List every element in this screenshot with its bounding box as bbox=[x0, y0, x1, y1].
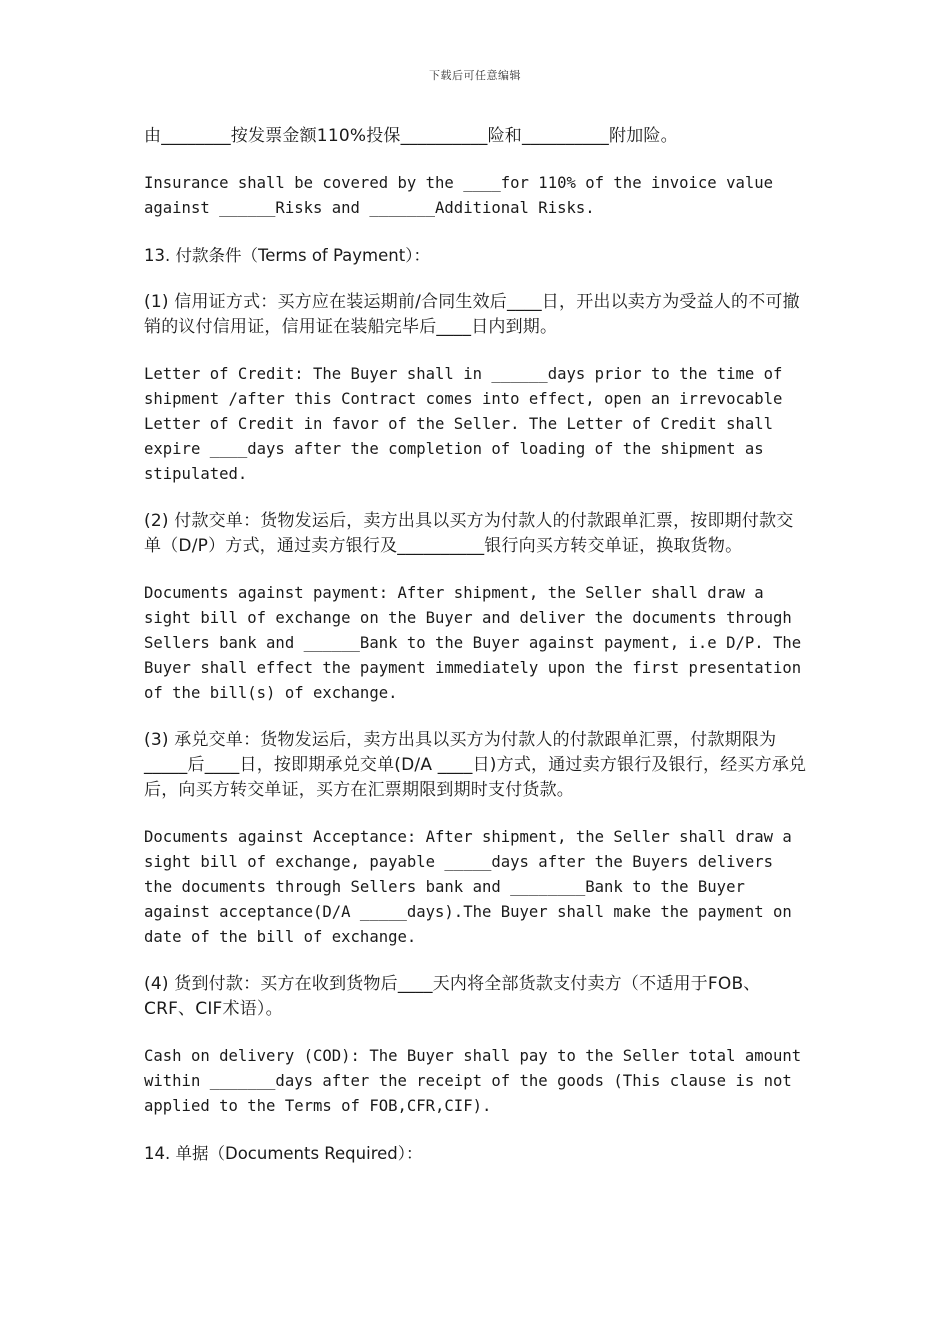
documents-against-payment-zh: (2) 付款交单：货物发运后，卖方出具以买方为付款人的付款跟单汇票，按即期付款交单（D/P）方式，通过卖方银行及__________银行向买方转交单证，换取货物。 bbox=[144, 511, 794, 556]
insurance-clause-zh: 由________按发票金额110%投保__________险和__________附加险。 bbox=[144, 126, 678, 146]
letter-of-credit-zh: (1) 信用证方式：买方应在装运期前/合同生效后____日，开出以卖方为受益人的不可撤销的议付信用证，信用证在装船完毕后____日内到期。 bbox=[144, 292, 800, 337]
documents-against-acceptance-zh: (3) 承兑交单：货物发运后，卖方出具以买方为付款人的付款跟单汇票，付款期限为_____后____日，按即期承兑交单(D/A ____日)方式，通过卖方银行及银行，经买方承兑后，向买方转交单证，买方在汇票期限到期时支付货款。 bbox=[144, 730, 807, 800]
section-14-heading: 14. 单据（Documents Required）： bbox=[144, 1144, 423, 1163]
cash-on-delivery-en: Cash on delivery (COD): The Buyer shall pay to the Seller total amount within _______days after the receipt of the goods (This clause is not applied to the Terms of FOB,CFR,CIF). bbox=[144, 1047, 811, 1115]
cash-on-delivery-zh: (4) 货到付款：买方在收到货物后____天内将全部货款支付卖方（不适用于FOB、CRF、CIF术语）。 bbox=[144, 974, 761, 1019]
letter-of-credit-en: Letter of Credit: The Buyer shall in ______days prior to the time of shipment /after this Contract comes into effect, open an irrevocable Letter of Credit in favor of the Seller. The Letter of Credit shall expire ____days after the completion of loading of the shipment as stipulated. bbox=[144, 365, 792, 483]
section-13-heading: 13. 付款条件（Terms of Payment）： bbox=[144, 246, 430, 265]
page-header: 下载后可任意编辑 bbox=[429, 69, 521, 82]
insurance-clause-en: Insurance shall be covered by the ____for 110% of the invoice value against ______Risks and _______Additional Risks. bbox=[144, 174, 783, 217]
documents-against-acceptance-en: Documents against Acceptance: After shipment, the Seller shall draw a sight bill of exchange, payable _____days after the Buyers delivers the documents through Sellers bank and ________Bank to the Buyer against acceptance(D/A _____days).The Buyer shall make the payment on date of the bill of exchange. bbox=[144, 828, 802, 946]
documents-against-payment-en: Documents against payment: After shipment, the Seller shall draw a sight bill of exchange on the Buyer and deliver the documents through Sellers bank and ______Bank to the Buyer against payment, i.e D/P. The Buyer shall effect the payment immediately upon the first presentation of the bill(s) of exchange. bbox=[144, 584, 811, 702]
document-body bbox=[144, 124, 809, 1188]
